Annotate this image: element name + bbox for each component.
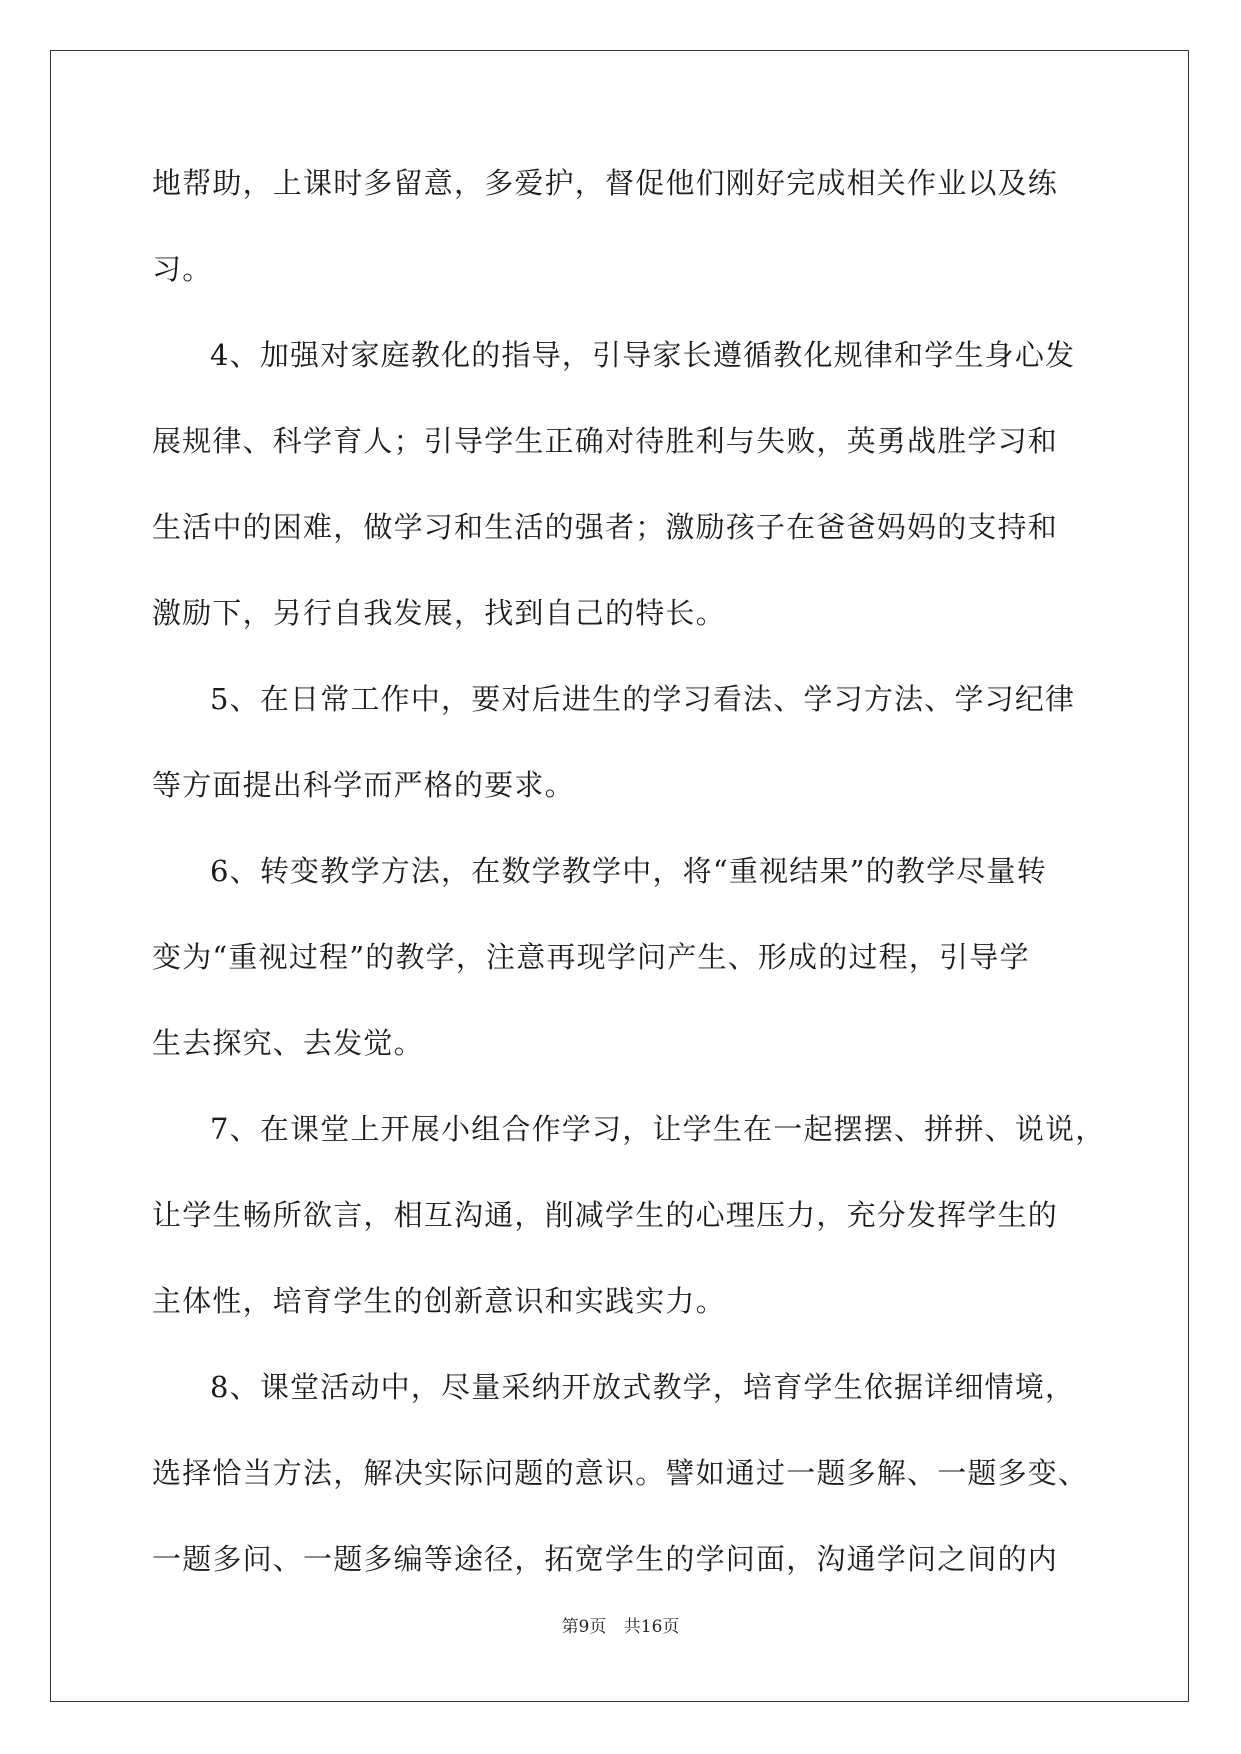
text-line: 让学生畅所欲言，相互沟通，削减学生的心理压力，充分发挥学生的 xyxy=(152,1198,1059,1232)
paragraph-7-start: 7、在课堂上开展小组合作学习，让学生在一起摆摆、拼拼、说说， xyxy=(210,1112,1106,1146)
text-line: 生活中的困难，做学习和生活的强者；激励孩子在爸爸妈妈的支持和 xyxy=(152,510,1059,544)
paragraph-8-start: 8、课堂活动中，尽量采纳开放式教学，培育学生依据详细情境， xyxy=(210,1370,1076,1404)
text-line: 一题多问、一题多编等途径，拓宽学生的学问面，沟通学问之间的内 xyxy=(152,1542,1059,1576)
page-number: 第9页 xyxy=(561,1617,607,1637)
text-line: 选择恰当方法，解决实际问题的意识。譬如通过一题多解、一题多变、 xyxy=(152,1456,1089,1490)
document-body xyxy=(152,158,1106,1620)
paragraph-6-start: 6、转变教学方法，在数学教学中，将“重视结果”的教学尽量转 xyxy=(210,854,1047,888)
text-line: 激励下，另行自我发展，找到自己的特长。 xyxy=(152,596,726,630)
text-line: 主体性，培育学生的创新意识和实践实力。 xyxy=(152,1284,726,1318)
paragraph-5-start: 5、在日常工作中，要对后进生的学习看法、学习方法、学习纪律 xyxy=(210,682,1076,716)
text-line: 等方面提出科学而严格的要求。 xyxy=(152,768,575,802)
paragraph-4-start: 4、加强对家庭教化的指导，引导家长遵循教化规律和学生身心发 xyxy=(210,338,1076,372)
text-line: 变为“重视过程”的教学，注意再现学问产生、形成的过程，引导学 xyxy=(152,940,1030,974)
page-footer xyxy=(0,1612,1241,1637)
text-line: 地帮助，上课时多留意，多爱护，督促他们刚好完成相关作业以及练 xyxy=(152,166,1059,200)
text-line: 习。 xyxy=(152,252,213,286)
page-total: 共16页 xyxy=(623,1617,680,1637)
text-line: 展规律、科学育人；引导学生正确对待胜利与失败，英勇战胜学习和 xyxy=(152,424,1059,458)
text-line: 生去探究、去发觉。 xyxy=(152,1026,424,1060)
